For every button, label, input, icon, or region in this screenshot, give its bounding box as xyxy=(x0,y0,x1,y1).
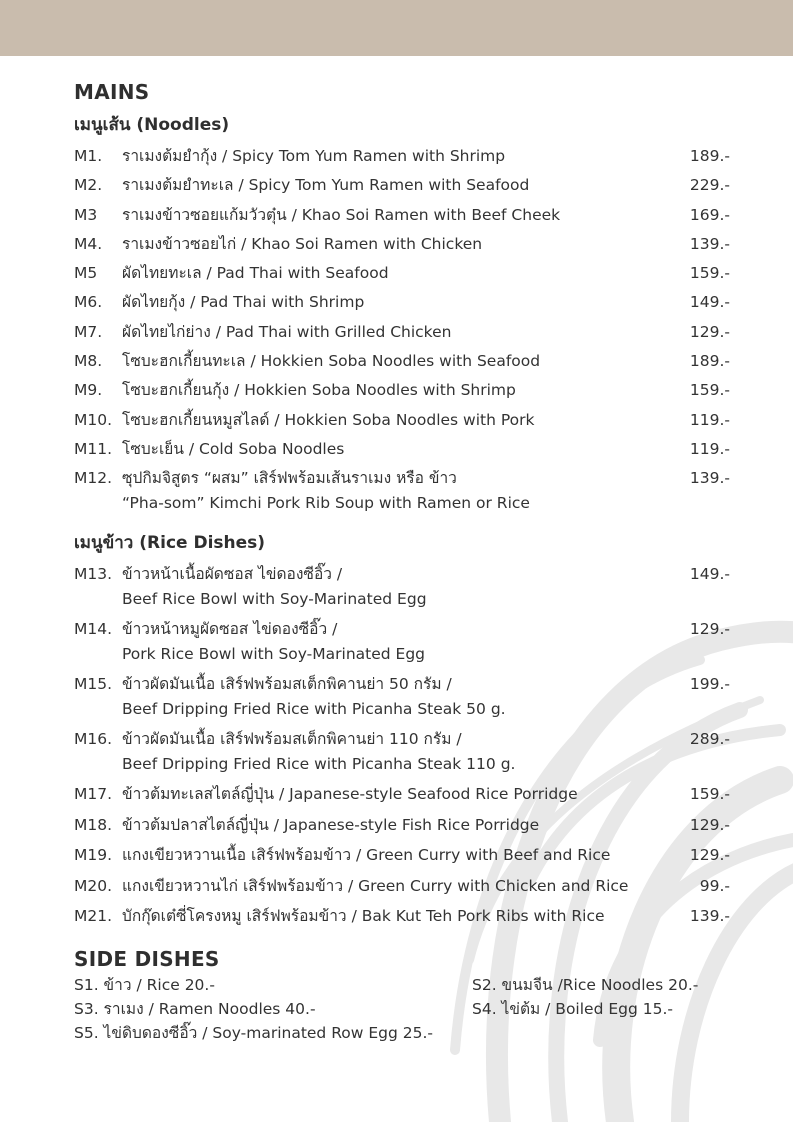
menu-item-price: 169.- xyxy=(689,205,730,224)
menu-item-line: ข้าวผัดมันเนื้อ เสิร์ฟพร้อมสเต็กพิคานย่า 50 กรัม / xyxy=(122,675,452,694)
menu-item-line: Beef Rice Bowl with Soy-Marinated Egg xyxy=(122,589,427,608)
menu-item xyxy=(74,320,730,345)
top-color-band xyxy=(0,0,793,56)
menu-item-description xyxy=(122,466,730,515)
menu-item xyxy=(74,378,730,403)
menu-item-description xyxy=(122,562,730,611)
side-dishes-heading: SIDE DISHES xyxy=(74,946,220,971)
menu-item-description xyxy=(122,173,730,198)
menu-item-code: M17. xyxy=(74,785,113,804)
noodles-list xyxy=(74,144,730,515)
menu-item-code: M19. xyxy=(74,846,113,865)
menu-item-line: แกงเขียวหวานไก่ เสิร์ฟพร้อมข้าว / Green Curry with Chicken and Rice xyxy=(122,876,629,895)
menu-item-price: 139.- xyxy=(689,907,730,926)
menu-item xyxy=(74,437,730,462)
menu-item-price: 229.- xyxy=(689,176,730,195)
menu-item-code: M11. xyxy=(74,439,113,458)
menu-item-line: แกงเขียวหวานเนื้อ เสิร์ฟพร้อมข้าว / Green Curry with Beef and Rice xyxy=(122,846,611,865)
menu-item-description xyxy=(122,672,730,721)
menu-item-code: M13. xyxy=(74,565,113,584)
menu-item-code: M15. xyxy=(74,675,113,694)
side-item: S4. ไข่ต้ม / Boiled Egg 15.- xyxy=(472,999,673,1018)
menu-item-description xyxy=(122,232,730,257)
menu-item-line: Beef Dripping Fried Rice with Picanha Steak 50 g. xyxy=(122,699,506,718)
menu-item-description xyxy=(122,617,730,666)
menu-item-price: 199.- xyxy=(689,675,730,694)
menu-item-price: 139.- xyxy=(689,234,730,253)
menu-item-price: 129.- xyxy=(689,846,730,865)
menu-item-price: 149.- xyxy=(689,565,730,584)
menu-item xyxy=(74,290,730,315)
menu-item-price: 139.- xyxy=(689,469,730,488)
menu-item-description xyxy=(122,261,730,286)
menu-item-code: M3 xyxy=(74,205,98,224)
menu-item-price: 129.- xyxy=(689,815,730,834)
menu-item-code: M20. xyxy=(74,876,113,895)
menu-item-code: M10. xyxy=(74,410,113,429)
menu-item-line: ราเมงข้าวซอยแก้มวัวตุ๋น / Khao Soi Ramen with Beef Cheek xyxy=(122,205,561,224)
menu-item-description xyxy=(122,782,730,807)
menu-item-description xyxy=(122,144,730,169)
menu-item-description xyxy=(122,349,730,374)
menu-item-code: M5 xyxy=(74,264,98,283)
menu-item-line: โซบะฮกเกี้ยนกุ้ง / Hokkien Soba Noodles with Shrimp xyxy=(122,381,516,400)
menu-item-line: โซบะฮกเกี้ยนหมูสไลด์ / Hokkien Soba Noodles with Pork xyxy=(122,410,535,429)
menu-item-line: ข้าวหน้าหมูผัดซอส ไข่ดองซีอิ๊ว / xyxy=(122,620,338,639)
menu-item-price: 99.- xyxy=(699,876,730,895)
menu-item-price: 189.- xyxy=(689,352,730,371)
menu-item-code: M21. xyxy=(74,907,113,926)
menu-item-price: 149.- xyxy=(689,293,730,312)
menu-item xyxy=(74,466,730,515)
menu-item-price: 159.- xyxy=(689,381,730,400)
menu-item-description xyxy=(122,378,730,403)
menu-item-code: M8. xyxy=(74,352,103,371)
menu-item-code: M6. xyxy=(74,293,103,312)
menu-item-line: ข้าวต้มทะเลสไตล์ญี่ปุ่น / Japanese-style Seafood Rice Porridge xyxy=(122,785,578,804)
menu-item-description xyxy=(122,437,730,462)
menu-item xyxy=(74,562,730,611)
menu-item xyxy=(74,203,730,228)
menu-item xyxy=(74,261,730,286)
rice-list xyxy=(74,562,730,929)
menu-item xyxy=(74,617,730,666)
menu-item xyxy=(74,782,730,807)
menu-item-price: 189.- xyxy=(689,147,730,165)
menu-item-price: 159.- xyxy=(689,264,730,283)
side-item: S5. ไข่ดิบดองซีอิ๊ว / Soy-marinated Row Egg 25.- xyxy=(74,1023,433,1042)
menu-item xyxy=(74,843,730,868)
menu-item-line: ผัดไทยทะเล / Pad Thai with Seafood xyxy=(122,264,389,283)
menu-item-line: โซบะเย็น / Cold Soba Noodles xyxy=(122,439,345,458)
menu-item-line: ราเมงต้มยำกุ้ง / Spicy Tom Yum Ramen with Shrimp xyxy=(122,147,506,165)
side-dishes-list xyxy=(74,973,730,1045)
menu-item-line: “Pha-som” Kimchi Pork Rib Soup with Ramen or Rice xyxy=(122,493,530,512)
menu-item-description xyxy=(122,320,730,345)
menu-item-code: M18. xyxy=(74,815,113,834)
menu-item-price: 289.- xyxy=(689,730,730,749)
menu-item-code: M16. xyxy=(74,730,113,749)
menu-item xyxy=(74,672,730,721)
menu-item-line: Beef Dripping Fried Rice with Picanha Steak 110 g. xyxy=(122,754,516,773)
menu-item xyxy=(74,173,730,198)
menu-item-line: ผัดไทยกุ้ง / Pad Thai with Shrimp xyxy=(122,293,365,312)
menu-item xyxy=(74,727,730,776)
menu-item-description xyxy=(122,904,730,929)
side-row xyxy=(74,1021,730,1045)
side-item: S1. ข้าว / Rice 20.- xyxy=(74,975,215,994)
rice-heading: เมนูข้าว (Rice Dishes) xyxy=(74,533,266,554)
menu-item xyxy=(74,144,730,169)
side-row xyxy=(74,973,730,997)
menu-item xyxy=(74,232,730,257)
menu-item xyxy=(74,349,730,374)
menu-item-description xyxy=(122,874,730,899)
noodles-heading: เมนูเส้น (Noodles) xyxy=(74,115,230,135)
side-item: S3. ราเมง / Ramen Noodles 40.- xyxy=(74,999,316,1018)
menu-item-price: 119.- xyxy=(689,410,730,429)
menu-item-code: M4. xyxy=(74,234,103,253)
menu-item-line: ราเมงต้มยำทะเล / Spicy Tom Yum Ramen with Seafood xyxy=(122,176,530,195)
menu-item-price: 129.- xyxy=(689,620,730,639)
menu-item xyxy=(74,874,730,899)
menu-item-code: M12. xyxy=(74,469,113,488)
menu-item-code: M9. xyxy=(74,381,103,400)
menu-item-line: ข้าวผัดมันเนื้อ เสิร์ฟพร้อมสเต็กพิคานย่า 110 กรัม / xyxy=(122,730,462,749)
menu-item xyxy=(74,904,730,929)
menu-item-description xyxy=(122,203,730,228)
menu-item xyxy=(74,408,730,433)
menu-item-line: ผัดไทยไก่ย่าง / Pad Thai with Grilled Chicken xyxy=(122,322,452,341)
menu-item-description xyxy=(122,290,730,315)
menu-item xyxy=(74,813,730,838)
menu-item-line: บักกุ๊ดเต๋ซี่โครงหมู เสิร์ฟพร้อมข้าว / Bak Kut Teh Pork Ribs with Rice xyxy=(122,907,605,926)
menu-item-description xyxy=(122,408,730,433)
menu-content xyxy=(74,80,730,1045)
menu-item-line: ราเมงข้าวซอยไก่ / Khao Soi Ramen with Chicken xyxy=(122,234,483,253)
menu-item-code: M14. xyxy=(74,620,113,639)
side-item: S2. ขนมจีน /Rice Noodles 20.- xyxy=(472,975,699,994)
menu-item-line: ข้าวหน้าเนื้อผัดซอส ไข่ดองซีอิ๊ว / xyxy=(122,565,343,584)
menu-item-line: ซุปกิมจิสูตร “ผสม” เสิร์ฟพร้อมเส้นราเมง หรือ ข้าว xyxy=(122,469,457,488)
menu-item-price: 119.- xyxy=(689,439,730,458)
side-row xyxy=(74,997,730,1021)
menu-item-line: ข้าวต้มปลาสไตล์ญี่ปุ่น / Japanese-style Fish Rice Porridge xyxy=(122,815,540,834)
menu-item-price: 129.- xyxy=(689,322,730,341)
menu-item-code: M7. xyxy=(74,322,103,341)
menu-item-price: 159.- xyxy=(689,785,730,804)
menu-item-code: M1. xyxy=(74,147,103,165)
menu-item-line: โซบะฮกเกี้ยนทะเล / Hokkien Soba Noodles with Seafood xyxy=(122,352,541,371)
mains-heading: MAINS xyxy=(74,80,150,104)
menu-item-description xyxy=(122,843,730,868)
menu-item-code: M2. xyxy=(74,176,103,195)
menu-item-description xyxy=(122,727,730,776)
menu-item-line: Pork Rice Bowl with Soy-Marinated Egg xyxy=(122,644,425,663)
menu-item-description xyxy=(122,813,730,838)
